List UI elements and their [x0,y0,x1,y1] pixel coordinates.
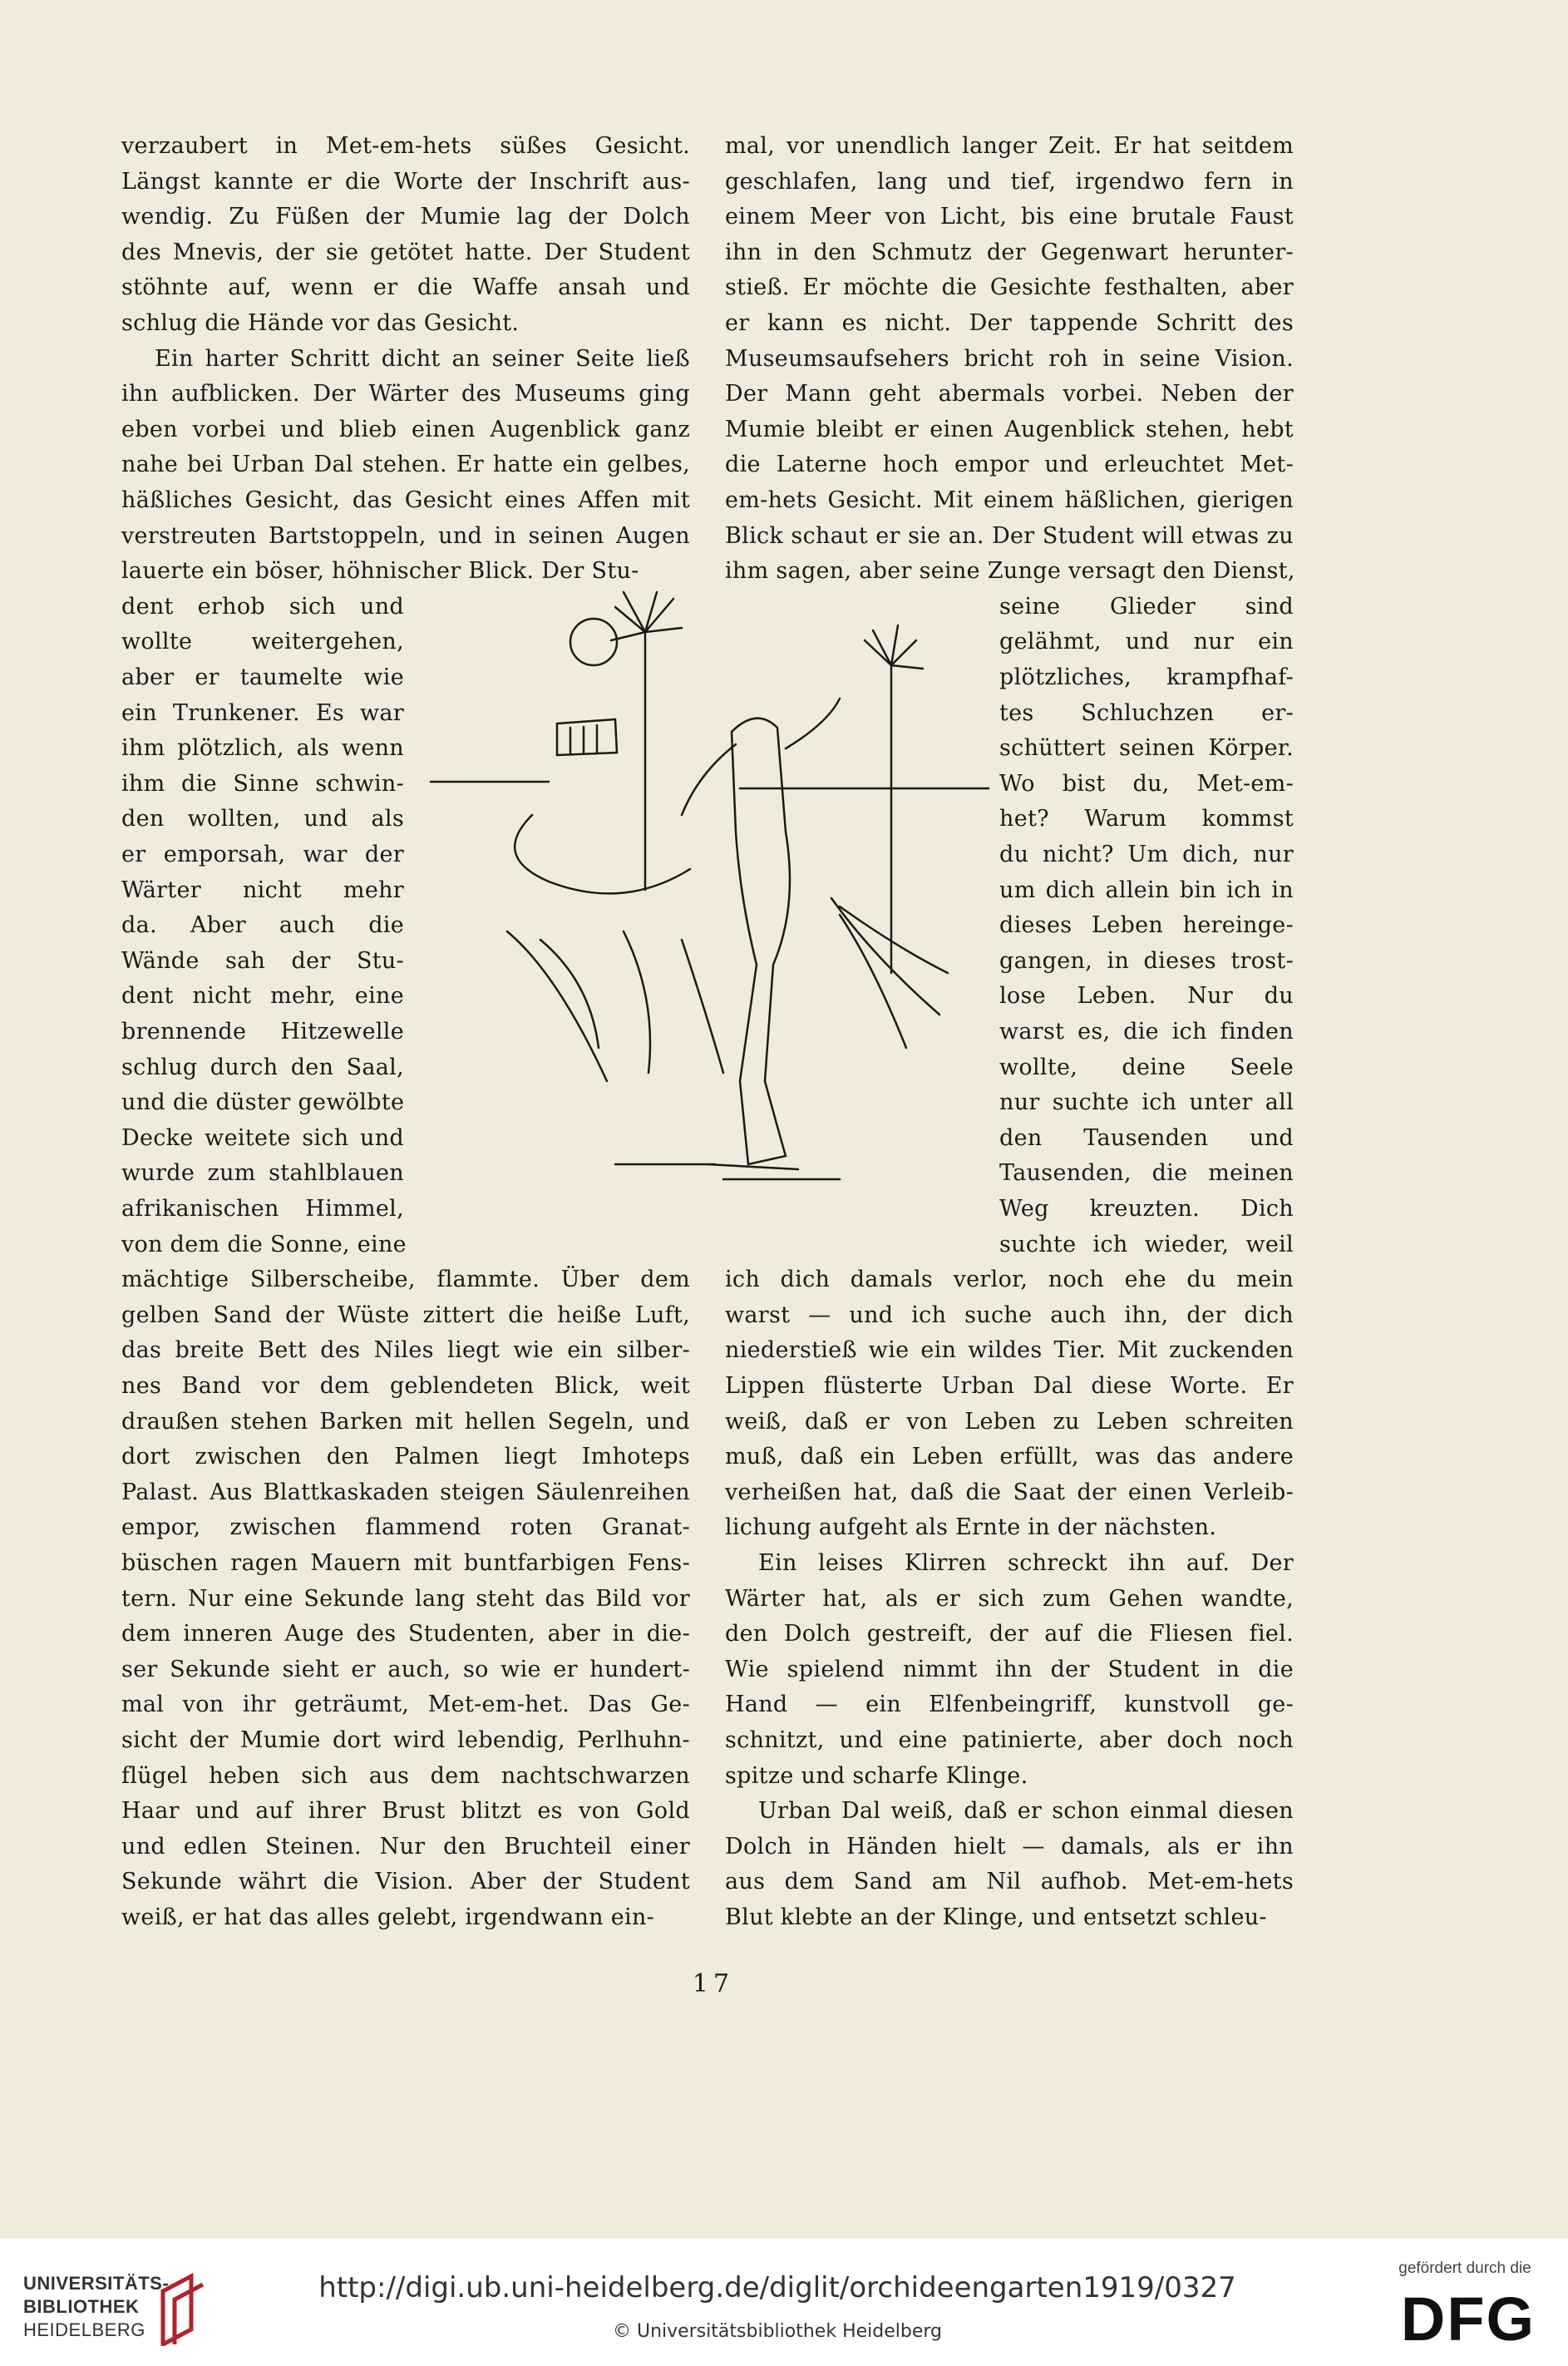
text-line: mal von ihr geträumt, Met-em-het. Das Ge- [121,1692,690,1718]
text-line: dem inneren Auge des Studenten, aber in die- [121,1621,690,1647]
text-line: ser Sekunde sieht er auch, so wie er hundert- [121,1656,690,1682]
text-line: ihn aufblicken. Der Wärter des Museums ging [121,381,690,408]
text-line: schlug die Hände vor das Gesicht. [121,310,520,336]
text-line: die Laterne hoch empor und erleuchtet Met- [725,452,1294,478]
text-line: plötzliches, krampfhaf- [999,664,1294,690]
text-line: Sekunde währt die Vision. Aber der Student [121,1869,690,1895]
text-line: ihm die Sinne schwin- [121,770,404,797]
text-line: het? Warum kommst [999,806,1294,832]
text-line: dieses Leben hereinge- [999,912,1294,939]
text-line: gelähmt, und nur ein [999,629,1294,655]
text-line: den Tausenden und [999,1124,1294,1151]
text-line: Wärter hat, als er sich zum Gehen wandte, [725,1585,1294,1612]
text-line: niederstieß wie ein wildes Tier. Mit zuckenden [725,1337,1294,1364]
text-line: Museumsaufsehers bricht roh in seine Vision. [725,345,1294,372]
text-line: brennende Hitzewelle [121,1019,404,1045]
text-line: empor, zwischen flammend roten Granat- [121,1514,690,1541]
text-line: Tausenden, die meinen [999,1160,1294,1187]
text-line: Längst kannte er die Worte der Inschrift aus- [121,168,690,195]
text-line: Hand — ein Elfenbeingriff, kunstvoll ge- [725,1692,1294,1718]
text-line: stieß. Er möchte die Gesichte festhalten, aber [725,274,1294,301]
text-line: einem Meer von Licht, bis eine brutale Faust [725,204,1294,230]
text-line: Wo bist du, Met-em- [999,770,1294,797]
text-line: Haar und auf ihrer Brust blitzt es von Gold [121,1798,690,1825]
text-line: Wärter nicht mehr [121,877,404,903]
text-line: gelben Sand der Wüste zittert die heiße Luft, [121,1302,690,1328]
text-line: Decke weitete sich und [121,1124,404,1151]
text-line: nes Band vor dem geblendeten Blick, weit [121,1373,690,1399]
dfg-logo-icon: DFG [1400,2284,1536,2354]
text-line: verstreuten Bartstoppeln, und in seinen Augen [121,522,690,549]
text-line: den wollten, und als [121,806,404,832]
funder-label: gefördert durch die [1398,2260,1531,2277]
text-line: wurde zum stahlblauen [121,1160,404,1187]
text-line: Der Mann geht abermals vorbei. Neben der [725,381,1294,408]
text-line: und die düster gewölbte [121,1089,405,1116]
text-line: aber er taumelte wie [121,664,404,690]
text-line: warst — und ich suche auch ihn, der dich [725,1302,1294,1328]
text-line: da. Aber auch die [121,912,404,939]
text-line: warst es, die ich finden [999,1019,1294,1045]
text-line: Mumie bleibt er einen Augenblick stehen, hebt [725,416,1294,442]
text-line: draußen stehen Barken mit hellen Segeln, und [121,1408,690,1435]
text-line: schlug durch den Saal, [121,1054,404,1080]
text-line: lose Leben. Nur du [999,983,1294,1010]
library-name-line-2: BIBLIOTHEK [23,2296,140,2317]
text-line: weiß, er hat das alles gelebt, irgendwann ein- [121,1904,655,1930]
page-number: 17 [692,1969,735,1998]
text-line: nur suchte ich unter all [999,1089,1294,1116]
text-line: schnitzt, und eine patinierte, aber doch noch [725,1727,1294,1753]
library-name-line-3: HEIDELBERG [23,2319,145,2340]
text-line: gangen, in dieses trost- [999,947,1294,974]
egyptian-scene-illustration [407,582,989,1247]
text-line: flügel heben sich aus dem nachtschwarzen [121,1762,690,1789]
text-line: um dich allein bin ich in [999,877,1294,903]
text-line: du nicht? Um dich, nur [999,842,1294,867]
text-line: und edlen Steinen. Nur den Bruchteil einer [121,1833,690,1860]
text-line: dent nicht mehr, eine [121,983,404,1010]
text-line: des Mnevis, der sie getötet hatte. Der Student [121,239,690,265]
text-line: em-hets Gesicht. Mit einem häßlichen, gierigen [725,487,1294,513]
text-line: das breite Bett des Niles liegt wie ein silber- [121,1337,690,1364]
text-line: dent erhob sich und [121,593,404,620]
text-line: lauerte ein böser, höhnischer Blick. Der Stu- [121,558,639,585]
text-line: Wände sah der Stu- [121,947,404,974]
permalink-url[interactable]: http://digi.ub.uni-heidelberg.de/diglit/orchideengarten1919/0327 [318,2271,1236,2304]
text-line: Lippen flüsterte Urban Dal diese Worte. Er [725,1373,1294,1399]
text-line: suchte ich wieder, weil [999,1231,1294,1257]
text-line: mal, vor unendlich langer Zeit. Er hat seitdem [725,133,1294,159]
text-line: ihm plötzlich, als wenn [121,735,404,762]
text-line: spitze und scharfe Klinge. [725,1762,1028,1789]
text-line: tern. Nur eine Sekunde lang steht das Bild vor [121,1585,690,1612]
text-line: mächtige Silberscheibe, flammte. Über dem [121,1267,690,1293]
text-line: von dem die Sonne, eine [121,1231,407,1257]
text-line: eben vorbei und blieb einen Augenblick ganz [121,416,690,442]
text-line: verzaubert in Met-em-hets süßes Gesicht. [121,133,690,159]
text-line: geschlafen, lang und tief, irgendwo fern in [725,168,1294,195]
text-line: Weg kreuzten. Dich [999,1196,1294,1222]
text-line: lichung aufgeht als Ernte in der nächsten. [725,1514,1217,1541]
text-line: Palast. Aus Blattkaskaden steigen Säulenreihen [121,1479,690,1505]
text-line: wollte weitergehen, [121,629,404,655]
text-line: seine Glieder sind [999,593,1294,620]
text-line: sicht der Mumie dort wird lebendig, Perlhuhn- [121,1727,690,1753]
text-line: nahe bei Urban Dal stehen. Er hatte ein gelbes, [121,452,690,478]
text-line: er emporsah, war der [121,842,404,867]
text-line: büschen ragen Mauern mit buntfarbigen Fens- [121,1550,690,1576]
text-line: stöhnte auf, wenn er die Waffe ansah und [121,274,690,301]
text-line: tes Schluchzen er- [999,699,1294,726]
text-line: ich dich damals verlor, noch ehe du mein [725,1267,1294,1293]
sun-shape [570,619,617,665]
text-line: Ein leises Klirren schreckt ihn auf. Der [758,1550,1294,1576]
text-line: Ein harter Schritt dicht an seiner Seite ließ [155,345,690,372]
text-line: wendig. Zu Füßen der Mumie lag der Dolch [121,204,690,230]
text-line: ihm sagen, aber seine Zunge versagt den Dienst, [725,558,1295,585]
copyright-notice: © Universitätsbibliothek Heidelberg [612,2321,942,2342]
text-line: verheißen hat, daß die Saat der einen Verleib- [725,1479,1294,1505]
text-line: häßliches Gesicht, das Gesicht eines Affen mit [121,487,690,513]
text-line: wollte, deine Seele [999,1054,1294,1080]
text-line: ein Trunkener. Es war [121,699,404,726]
library-name-line-1: UNIVERSITÄTS- [23,2273,170,2294]
text-line: Urban Dal weiß, daß er schon einmal diesen [758,1798,1294,1825]
text-line: ihn in den Schmutz der Gegenwart herunter- [725,239,1294,265]
text-line: er kann es nicht. Der tappende Schritt des [725,310,1294,336]
text-line: dort zwischen den Palmen liegt Imhoteps [121,1444,690,1470]
text-line: Dolch in Händen hielt — damals, als er ihn [725,1833,1294,1860]
text-line: Blut klebte an der Klinge, und entsetzt schleu- [725,1904,1267,1930]
text-line: den Dolch gestreift, der auf die Fliesen fiel. [725,1621,1294,1647]
text-line: weiß, daß er von Leben zu Leben schreiten [725,1408,1294,1435]
footer-bar [0,2237,1568,2366]
text-line: aus dem Sand am Nil aufhob. Met-em-hets [725,1869,1294,1895]
text-line: schüttert seinen Körper. [999,735,1294,762]
text-line: muß, daß ein Leben erfüllt, was das andere [725,1444,1294,1470]
ub-heidelberg-logo-icon [158,2270,208,2346]
text-line: Wie spielend nimmt ihn der Student in die [725,1656,1294,1682]
text-line: Blick schaut er sie an. Der Student will etwas zu [725,522,1294,549]
text-line: afrikanischen Himmel, [121,1196,404,1222]
